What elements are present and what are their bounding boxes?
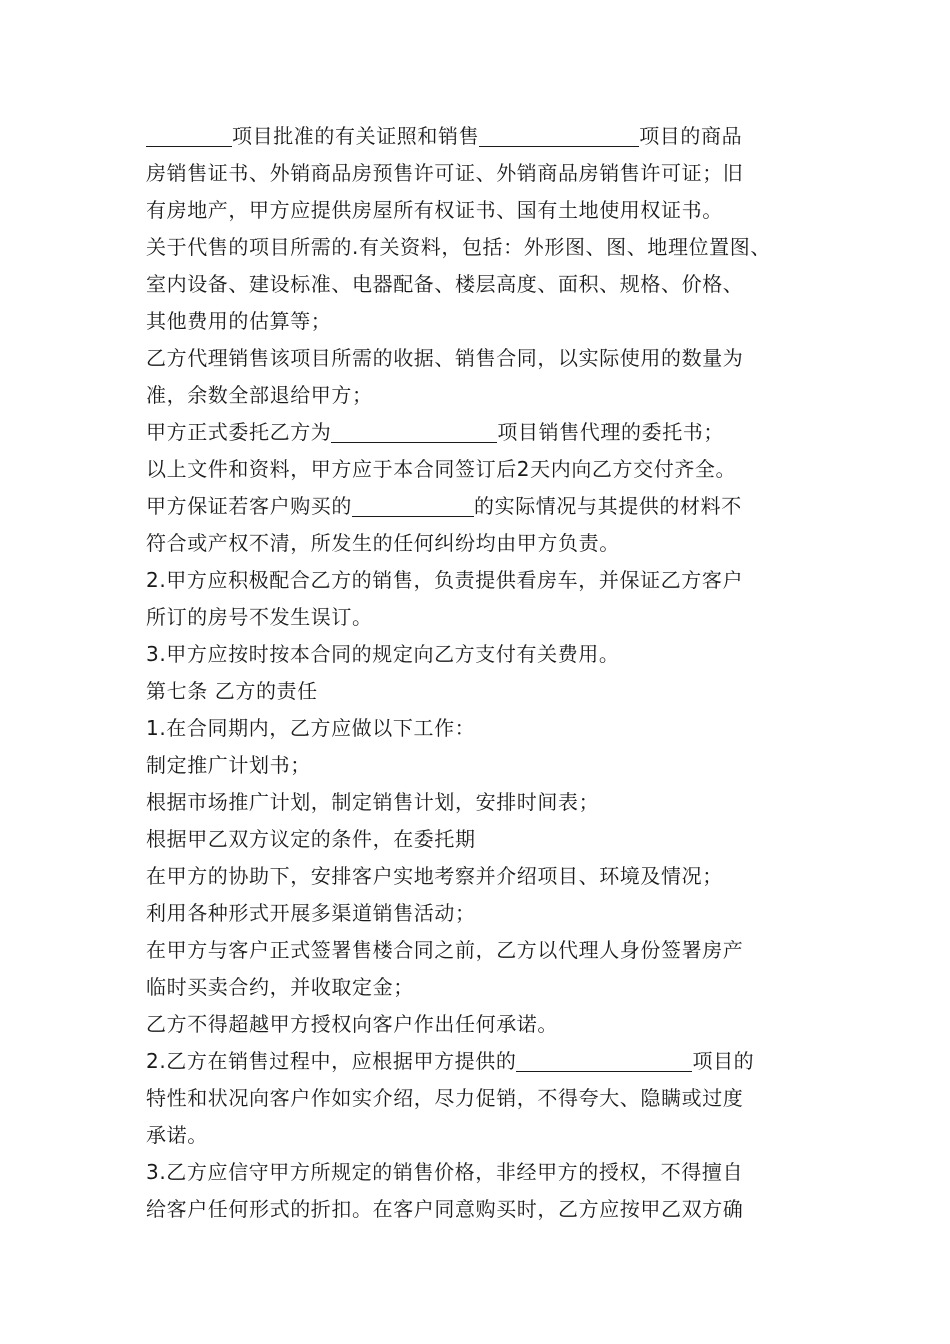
text-line bbox=[146, 155, 826, 192]
text-segment: 特性和状况向客户作如实介绍，尽力促销，不得夸大、隐瞒或过度 bbox=[146, 1086, 744, 1110]
text-segment: 根据甲乙双方议定的条件，在委托期 bbox=[146, 827, 476, 851]
text-line bbox=[146, 303, 826, 340]
text-segment: 甲方保证若客户购买的 bbox=[146, 494, 352, 518]
text-segment: 项目销售代理的委托书； bbox=[497, 420, 725, 444]
fill-in-blank bbox=[516, 1049, 692, 1072]
text-line bbox=[146, 1006, 826, 1043]
text-segment: 甲方正式委托乙方为 bbox=[146, 420, 332, 444]
text-line bbox=[146, 118, 826, 155]
text-line bbox=[146, 1043, 826, 1080]
text-line bbox=[146, 969, 826, 1006]
text-segment: 利用各种形式开展多渠道销售活动； bbox=[146, 901, 476, 925]
text-segment: 2.乙方在销售过程中，应根据甲方提供的 bbox=[146, 1049, 517, 1073]
text-line bbox=[146, 1117, 826, 1154]
document-body bbox=[146, 118, 826, 1228]
text-segment: 2.甲方应积极配合乙方的销售，负责提供看房车，并保证乙方客户 bbox=[146, 568, 744, 592]
text-segment: 有房地产，甲方应提供房屋所有权证书、国有土地使用权证书。 bbox=[146, 198, 723, 222]
text-line bbox=[146, 340, 826, 377]
text-line bbox=[146, 599, 826, 636]
text-segment: 3.乙方应信守甲方所规定的销售价格，非经甲方的授权，不得擅自 bbox=[146, 1160, 744, 1184]
text-segment: 符合或产权不清，所发生的任何纠纷均由甲方负责。 bbox=[146, 531, 620, 555]
text-segment: 项目批准的有关证照和销售 bbox=[232, 124, 480, 148]
text-line bbox=[146, 229, 826, 266]
fill-in-blank bbox=[479, 124, 639, 147]
text-line bbox=[146, 673, 826, 710]
text-line bbox=[146, 858, 826, 895]
text-line bbox=[146, 414, 826, 451]
text-line bbox=[146, 451, 826, 488]
text-line bbox=[146, 636, 826, 673]
text-line bbox=[146, 1191, 826, 1228]
text-segment: 制定推广计划书； bbox=[146, 753, 311, 777]
text-line bbox=[146, 895, 826, 932]
fill-in-blank bbox=[331, 420, 497, 443]
text-segment: 乙方不得超越甲方授权向客户作出任何承诺。 bbox=[146, 1012, 558, 1036]
text-segment: 临时买卖合约，并收取定金； bbox=[146, 975, 414, 999]
text-segment: 房销售证书、外销商品房预售许可证、外销商品房销售许可证；旧 bbox=[146, 161, 744, 185]
text-line bbox=[146, 747, 826, 784]
text-segment: 第七条 乙方的责任 bbox=[146, 679, 318, 703]
text-line bbox=[146, 932, 826, 969]
text-segment: 给客户任何形式的折扣。在客户同意购买时，乙方应按甲乙双方确 bbox=[146, 1197, 744, 1221]
text-segment: 在甲方的协助下，安排客户实地考察并介绍项目、环境及情况； bbox=[146, 864, 723, 888]
text-line bbox=[146, 1080, 826, 1117]
text-segment: 乙方代理销售该项目所需的收据、销售合同，以实际使用的数量为 bbox=[146, 346, 744, 370]
text-segment: 的实际情况与其提供的材料不 bbox=[474, 494, 742, 518]
text-line bbox=[146, 562, 826, 599]
text-segment: 3.甲方应按时按本合同的规定向乙方支付有关费用。 bbox=[146, 642, 620, 666]
text-line bbox=[146, 377, 826, 414]
text-segment: 根据市场推广计划，制定销售计划，安排时间表； bbox=[146, 790, 600, 814]
fill-in-blank bbox=[352, 494, 474, 517]
text-segment: 承诺。 bbox=[146, 1123, 208, 1147]
text-segment: 其他费用的估算等； bbox=[146, 309, 332, 333]
text-segment: 项目的商品 bbox=[639, 124, 743, 148]
text-segment: 关于代售的项目所需的.有关资料，包括：外形图、图、地理位置图、 bbox=[146, 235, 771, 259]
text-segment: 准，余数全部退给甲方； bbox=[146, 383, 373, 407]
text-line bbox=[146, 784, 826, 821]
text-segment: 室内设备、建设标准、电器配备、楼层高度、面积、规格、价格、 bbox=[146, 272, 744, 296]
text-line bbox=[146, 488, 826, 525]
fill-in-blank bbox=[146, 124, 232, 147]
text-segment: 所订的房号不发生误订。 bbox=[146, 605, 373, 629]
text-line bbox=[146, 266, 826, 303]
text-line bbox=[146, 821, 826, 858]
text-line bbox=[146, 192, 826, 229]
text-segment: 以上文件和资料，甲方应于本合同签订后2天内向乙方交付齐全。 bbox=[146, 457, 737, 481]
text-segment: 在甲方与客户正式签署售楼合同之前，乙方以代理人身份签署房产 bbox=[146, 938, 744, 962]
text-line bbox=[146, 1154, 826, 1191]
text-line bbox=[146, 525, 826, 562]
text-segment: 1.在合同期内，乙方应做以下工作： bbox=[146, 716, 476, 740]
text-line bbox=[146, 710, 826, 747]
text-segment: 项目的 bbox=[692, 1049, 755, 1073]
